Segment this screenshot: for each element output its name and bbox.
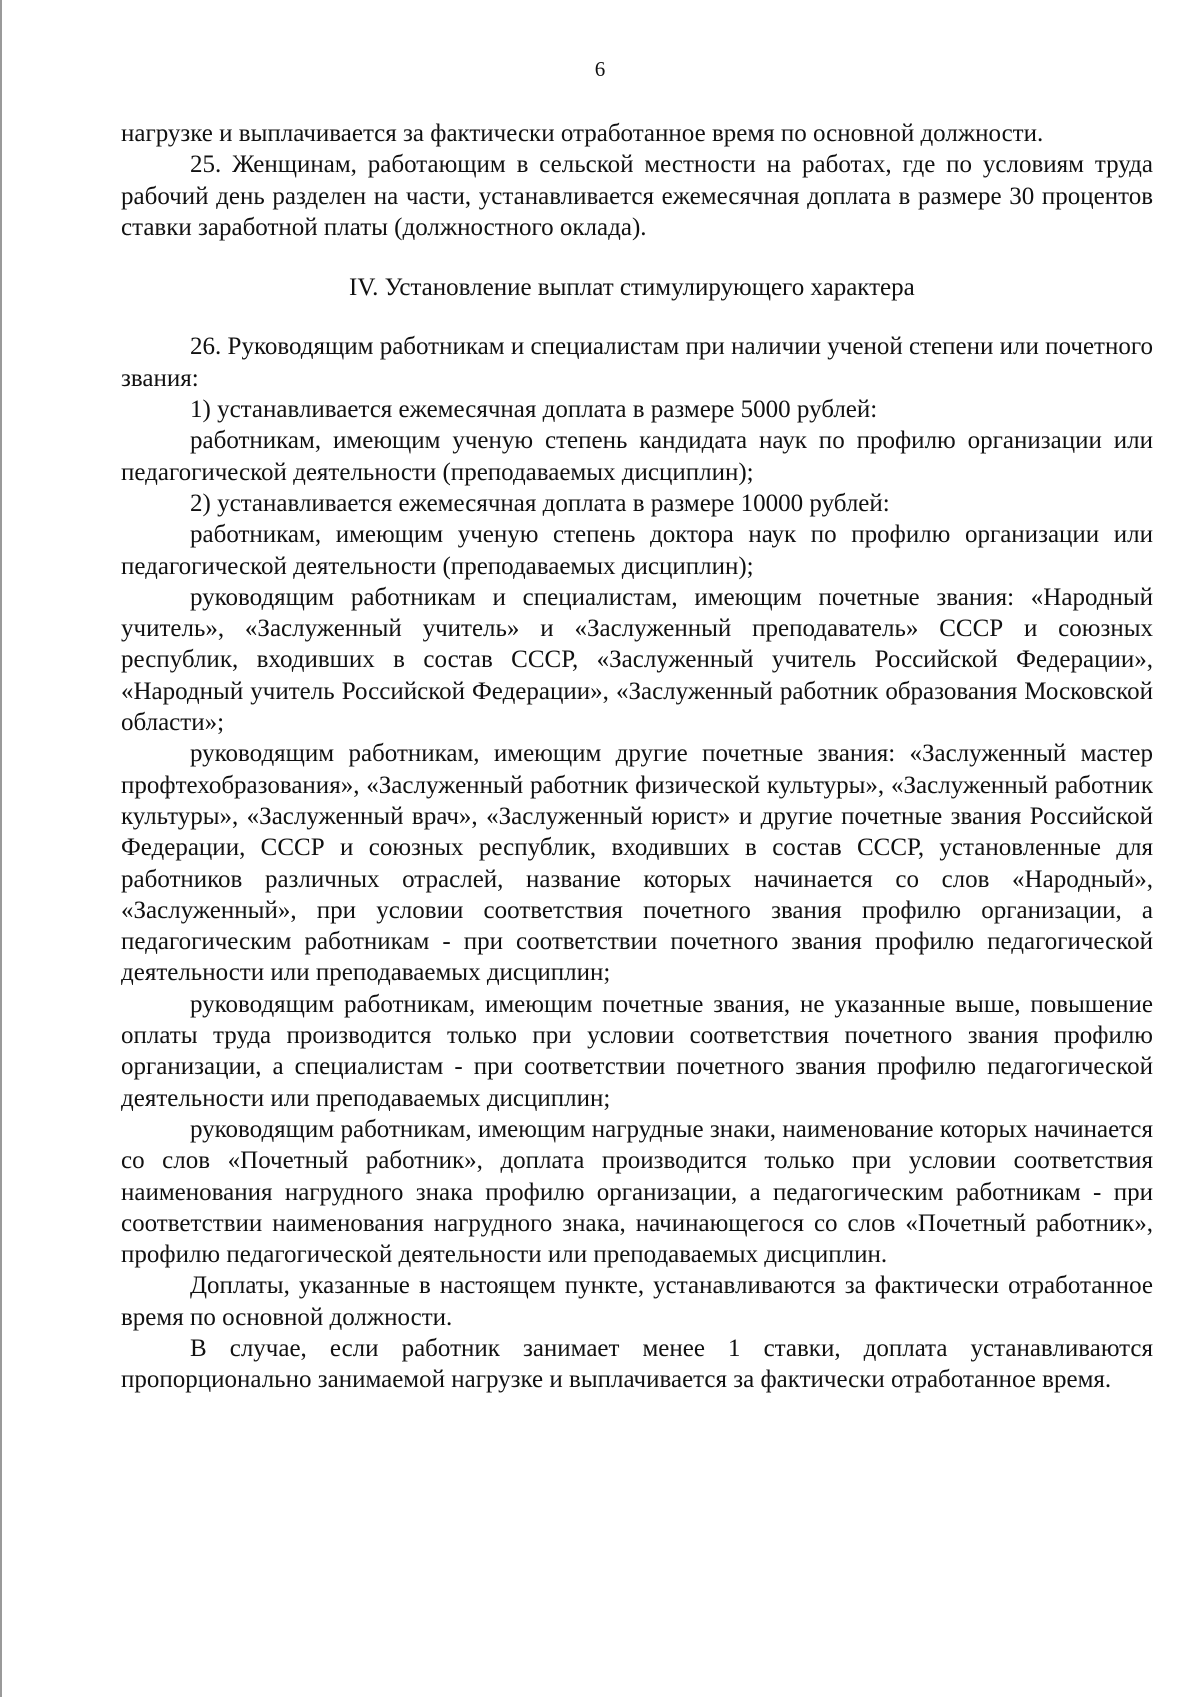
paragraph: 25. Женщинам, работающим в сельской местности на работах, где по условиям труда рабочий день разделен на части, устанавливается ежемесячная доплата в размере 30 процентов ставки заработной платы (должностного оклада). — [121, 151, 1153, 241]
paragraph: нагрузке и выплачивается за фактически отработанное время по основной должности. — [121, 120, 1044, 147]
paragraph: 26. Руководящим работникам и специалистам при наличии ученой степени или почетного звания: — [121, 333, 1153, 392]
paragraph: руководящим работникам, имеющим другие почетные звания: «Заслуженный мастер профтехобразования», «Заслуженный работник физической культуры», «Заслуженный работник культуры», «Заслуженный врач», «Заслуженный юрист» и другие почетные звания Российской Федерации, СССР и союзных республик, входивших в состав СССР, установленные для работников различных отраслей, название которых начинается со слов «Народный», «Заслуженный», при условии соответствия почетного звания профилю организации, а педагогическим работникам - при соответствии почетного звания профилю педагогической деятельности или преподаваемых дисциплин; — [121, 740, 1153, 987]
scan-edge-line — [0, 0, 2, 1697]
page-number: 6 — [594, 57, 606, 81]
paragraph: Доплаты, указанные в настоящем пункте, устанавливаются за фактически отработанное время по основной должности. — [121, 1272, 1153, 1331]
paragraph: руководящим работникам и специалистам, имеющим почетные звания: «Народный учитель», «Заслуженный учитель» и «Заслуженный преподаватель» СССР и союзных республик, входивших в состав СССР, «Заслуженный учитель Российской Федерации», «Народный учитель Российской Федерации», «Заслуженный работник образования Московской области»; — [121, 583, 1153, 737]
paragraph: 1) устанавливается ежемесячная доплата в размере 5000 рублей: — [190, 396, 878, 424]
paragraph: руководящим работникам, имеющим почетные звания, не указанные выше, повышение оплаты труда производится только при условии соответствия почетного звания профилю организации, а специалистам - при соответствии почетного звания профилю педагогической деятельности или преподаваемых дисциплин; — [121, 990, 1153, 1112]
paragraph: руководящим работникам, имеющим нагрудные знаки, наименование которых начинается со слов «Почетный работник», доплата производится только при условии соответствия наименования нагрудного знака профилю организации, а педагогическим работникам - при соответствии наименования нагрудного знака, начинающегося со слов «Почетный работник», профилю педагогической деятельности или преподаваемых дисциплин. — [121, 1115, 1153, 1269]
paragraph: работникам, имеющим ученую степень кандидата наук по профилю организации или педагогической деятельности (преподаваемых дисциплин); — [121, 427, 1153, 486]
document-body — [121, 118, 1153, 1396]
paragraph: В случае, если работник занимает менее 1 ставки, доплата устанавливаются пропорционально занимаемой нагрузке и выплачивается за фактически отработанное время. — [121, 1334, 1153, 1394]
section-heading: IV. Установление выплат стимулирующего характера — [349, 274, 915, 302]
paragraph: работникам, имеющим ученую степень доктора наук по профилю организации или педагогической деятельности (преподаваемых дисциплин); — [121, 521, 1153, 580]
paragraph: 2) устанавливается ежемесячная доплата в размере 10000 рублей: — [190, 489, 890, 517]
